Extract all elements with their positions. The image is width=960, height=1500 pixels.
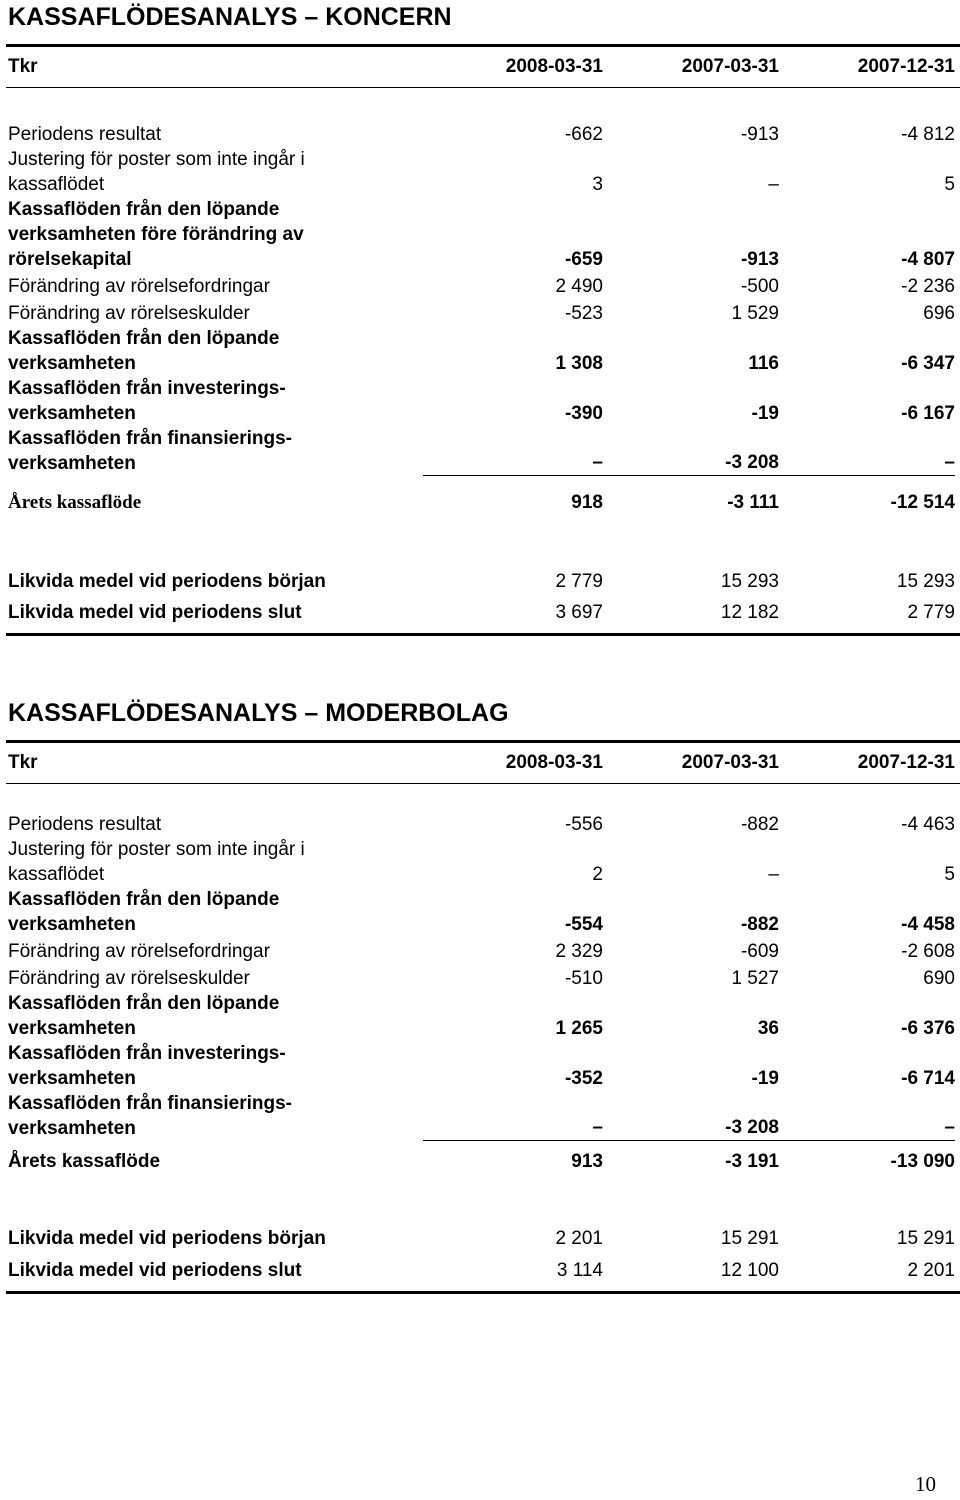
row-value: -882 [740, 814, 779, 835]
header-unit: Tkr [8, 56, 38, 77]
cash-label: Likvida medel vid periodens slut [8, 602, 302, 623]
row-value: 690 [923, 968, 955, 989]
table-row [6, 326, 960, 376]
row-label: Justering för poster som inte ingår i kassaflödet [8, 839, 305, 885]
cash-value: 15 291 [896, 1228, 955, 1249]
row-value: 116 [748, 353, 779, 374]
table-row [6, 1091, 960, 1141]
page-number: 10 [915, 1472, 936, 1496]
header-col-3: 2007-12-31 [857, 752, 955, 773]
row-value: 1 527 [731, 968, 779, 989]
total-row [6, 1149, 960, 1174]
header-col-1: 2008-03-31 [505, 56, 603, 77]
row-value: 1 265 [555, 1018, 603, 1039]
section-title: KASSAFLÖDESANALYS – KONCERN [8, 3, 452, 31]
table-row [6, 197, 960, 272]
cash-value: 2 201 [555, 1228, 603, 1249]
row-label: Kassaflöden från finansierings- verksamheten [8, 428, 293, 474]
row-value: -19 [751, 403, 779, 424]
divider [6, 1291, 960, 1294]
table-row [6, 122, 960, 147]
row-value: – [423, 1115, 603, 1141]
cash-label: Likvida medel vid periodens början [8, 1228, 326, 1249]
table-row [6, 301, 960, 326]
row-value: -4 807 [901, 249, 955, 270]
cash-value: 2 779 [555, 571, 603, 592]
table-row [6, 147, 960, 197]
total-label: Årets kassaflöde [8, 492, 142, 513]
table-header [6, 47, 960, 87]
header-col-2: 2007-03-31 [681, 752, 779, 773]
row-value: -2 608 [901, 941, 955, 962]
row-value: 3 [592, 174, 603, 195]
row-label: Kassaflöden från den löpande verksamheten [8, 993, 280, 1039]
row-label: Kassaflöden från finansierings- verksamheten [8, 1093, 293, 1139]
row-value: 1 529 [731, 303, 779, 324]
row-value: -6 347 [901, 353, 955, 374]
cash-value: 3 697 [555, 602, 603, 623]
total-value: 913 [571, 1151, 603, 1172]
row-label: Förändring av rörelseskulder [8, 968, 250, 989]
row-label: Förändring av rörelsefordringar [8, 276, 270, 297]
row-value: -500 [740, 276, 779, 297]
cash-row [6, 1226, 960, 1251]
cashflow-group-section [6, 2, 960, 636]
table-row [6, 426, 960, 476]
row-value: 36 [757, 1018, 779, 1039]
total-value: -13 090 [890, 1151, 955, 1172]
total-value: -12 514 [890, 492, 955, 513]
row-value: -882 [740, 914, 779, 935]
row-label: Periodens resultat [8, 814, 162, 835]
cash-value: 15 293 [896, 571, 955, 592]
cash-row [6, 600, 960, 625]
total-row [6, 490, 960, 515]
row-value: 2 329 [555, 941, 603, 962]
row-value: -6 376 [901, 1018, 955, 1039]
table-row [6, 966, 960, 991]
row-value: -4 463 [901, 814, 955, 835]
table-row [6, 812, 960, 837]
cash-row [6, 1258, 960, 1283]
total-value: 918 [571, 492, 603, 513]
row-label: Periodens resultat [8, 124, 162, 145]
total-label: Årets kassaflöde [8, 1151, 161, 1172]
row-value: -659 [564, 249, 603, 270]
header-col-1: 2008-03-31 [505, 752, 603, 773]
row-label: Kassaflöden från investerings- verksamheten [8, 1043, 286, 1089]
table-row [6, 274, 960, 299]
row-value: -913 [740, 124, 779, 145]
row-value: -556 [564, 814, 603, 835]
row-value: -510 [564, 968, 603, 989]
row-value: -554 [564, 914, 603, 935]
table-row [6, 939, 960, 964]
row-value: 5 [944, 864, 955, 885]
cash-value: 2 201 [907, 1260, 955, 1281]
row-label: Kassaflöden från investerings- verksamheten [8, 378, 286, 424]
row-value: -609 [740, 941, 779, 962]
cash-value: 15 293 [720, 571, 779, 592]
total-value: -3 191 [725, 1151, 779, 1172]
header-unit: Tkr [8, 752, 38, 773]
row-value: -913 [740, 249, 779, 270]
row-value: 5 [944, 174, 955, 195]
row-label: Förändring av rörelsefordringar [8, 941, 270, 962]
row-label: Justering för poster som inte ingår i kassaflödet [8, 149, 305, 195]
row-value: -4 812 [901, 124, 955, 145]
row-label: Kassaflöden från den löpande verksamheten [8, 328, 280, 374]
row-value: – [423, 450, 603, 476]
row-value: – [768, 864, 779, 885]
row-label: Förändring av rörelseskulder [8, 303, 250, 324]
divider [6, 87, 960, 88]
row-value: – [768, 174, 779, 195]
divider [6, 633, 960, 636]
table-row [6, 991, 960, 1041]
table-row [6, 1041, 960, 1091]
cash-value: 12 182 [720, 602, 779, 623]
row-value: -6 714 [901, 1068, 955, 1089]
row-value: 2 490 [555, 276, 603, 297]
row-label: Kassaflöden från den löpande verksamheten [8, 889, 280, 935]
cash-value: 12 100 [720, 1260, 779, 1281]
row-value: -352 [564, 1068, 603, 1089]
divider [6, 783, 960, 784]
table-row [6, 376, 960, 426]
table-header [6, 743, 960, 783]
cash-value: 3 114 [556, 1260, 603, 1281]
header-col-3: 2007-12-31 [857, 56, 955, 77]
table-row [6, 887, 960, 937]
row-value: – [779, 1115, 955, 1141]
cash-row [6, 569, 960, 594]
row-value: -662 [564, 124, 603, 145]
row-value: -3 208 [603, 1115, 779, 1141]
table-row [6, 837, 960, 887]
row-value: -19 [751, 1068, 779, 1089]
cash-value: 2 779 [907, 602, 955, 623]
cash-value: 15 291 [720, 1228, 779, 1249]
row-value: 696 [923, 303, 955, 324]
cash-label: Likvida medel vid periodens slut [8, 1260, 302, 1281]
row-value: – [779, 450, 955, 476]
row-value: 1 308 [555, 353, 603, 374]
row-value: -6 167 [901, 403, 955, 424]
section-title: KASSAFLÖDESANALYS – MODERBOLAG [8, 699, 509, 727]
row-value: -2 236 [901, 276, 955, 297]
row-label: Kassaflöden från den löpande verksamheten före förändring av rörelsekapital [8, 199, 304, 270]
row-value: 2 [592, 864, 603, 885]
row-value: -390 [564, 403, 603, 424]
row-value: -3 208 [603, 450, 779, 476]
cash-label: Likvida medel vid periodens början [8, 571, 326, 592]
cashflow-parent-section [6, 698, 960, 1294]
row-value: -4 458 [901, 914, 955, 935]
row-value: -523 [564, 303, 603, 324]
total-value: -3 111 [727, 492, 779, 513]
header-col-2: 2007-03-31 [681, 56, 779, 77]
